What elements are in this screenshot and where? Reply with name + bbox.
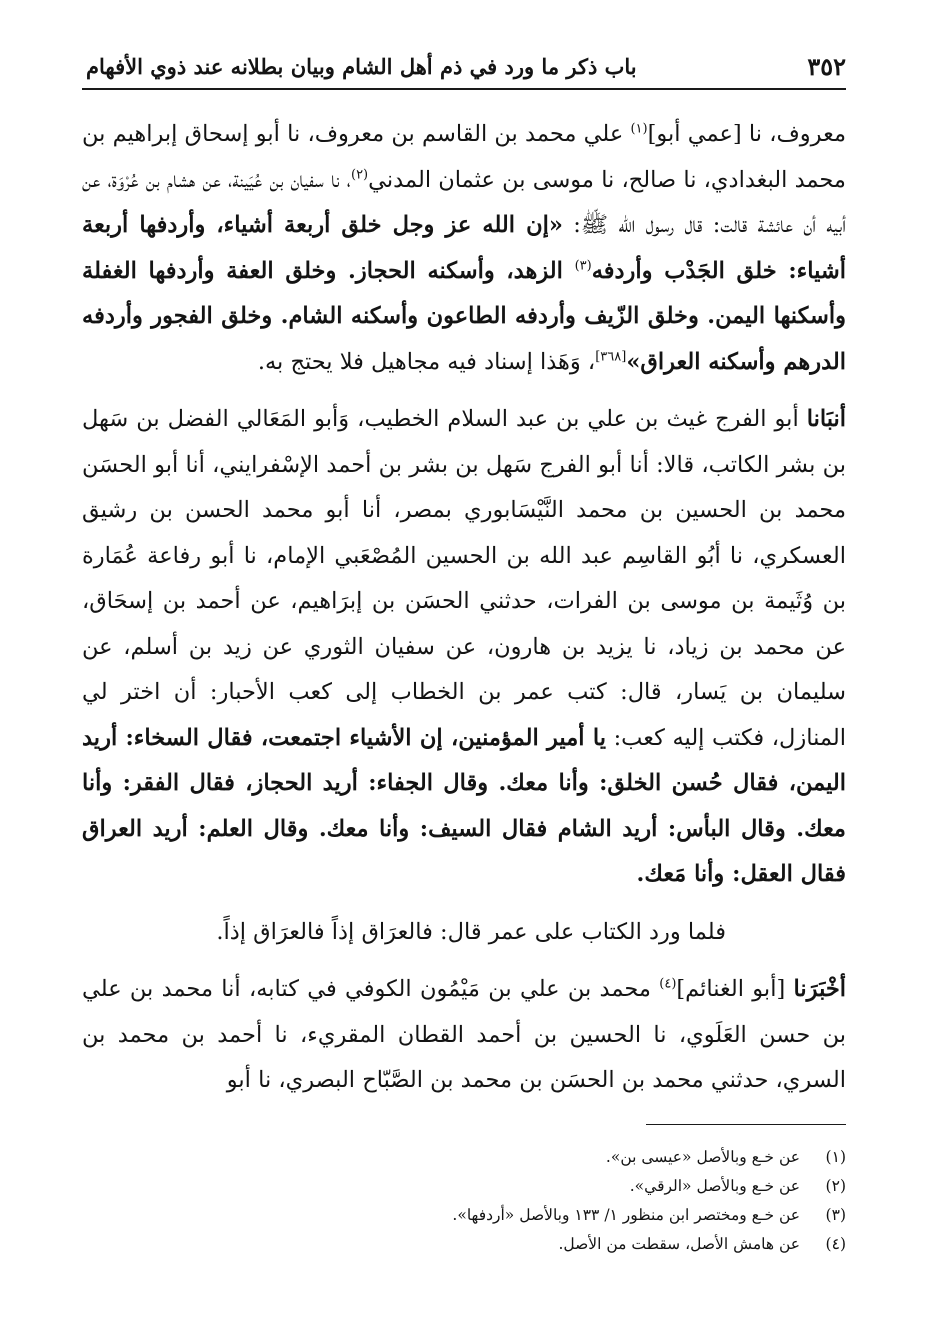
footnote-marker: (٣)	[574, 258, 592, 273]
footnote-divider	[646, 1124, 846, 1125]
footnote	[82, 1143, 846, 1172]
text-run: محمد بن علي بن مَيْمُون الكوفي في كتابه، أنا محمد بن علي بن حسن العَلَوي، نا الحسين بن أحمد القطان المقريء، نا أحمد بن محمد بن السري، حدثني محمد بن الحسَن بن محمد بن الصَّبّاح البصري، نا أبو	[82, 976, 846, 1093]
text-run: أبو الفرج غيث بن علي بن عبد السلام الخطيب، وَأبو المَعَالي الفضل بن سَهل بن بشر الكاتب، قالا: أنا أبو الفرج سَهل بن بشر بن أحمد الإسْفرايني، أنا أبو الحسَن محمد بن الحسين بن محمد النَّيْسَابوري بمصر، أنا أبو محمد الحسن بن رشيق العسكري، نا أبُو القاسِم عبد الله بن الحسين المُصْعَبي الإمام، نا أبو رفاعة عُمَارة بن وُثَيمة بن موسى بن الفرات، حدثني الحسَن بن إبرَاهيم، عن أحمد بن إسحَاق، عن محمد بن زياد، نا يزيد بن هارون، عن سفيان الثوري عن زيد بن أسلم، عن سليمان بن يَسار، قال: كتب عمر بن الخطاب إلى كعب الأحبار: أن اختر لي المنازل، فكتب إليه كعب:	[82, 406, 846, 751]
paragraph	[82, 910, 846, 956]
text-run: أخْبَرَنا	[793, 976, 847, 1002]
footnote-number: (٣)	[825, 1205, 846, 1224]
text-run: علي محمد بن القاسم بن معروف، نا أبو إسحاق إبراهيم بن محمد البغدادي، نا صالح، نا موسى بن عثمان المدني	[82, 121, 846, 193]
footnote-text: عن هامش الأصل، سقطت من الأصل.	[558, 1234, 800, 1253]
paragraph	[82, 967, 846, 1104]
text-run: ، نا سفيان بن عُيَينة، عن هشام بن عُرْوَة، عن أبيه أن عائشة قالت: قال رسول الله ﷺ:	[82, 166, 846, 238]
footnote-marker: (٤)	[659, 976, 677, 992]
footnote	[82, 1201, 846, 1230]
text-run: [أبو الغنائم]	[676, 976, 794, 1002]
footnote	[82, 1230, 846, 1259]
text-run: معروف، نا [عمي أبو]	[647, 121, 846, 147]
footnote-number: (٤)	[825, 1234, 846, 1253]
footnotes	[82, 1143, 846, 1259]
paragraph	[82, 112, 846, 385]
footnote-number: (١)	[825, 1147, 846, 1166]
footnote-text: عن خـع ومختصر ابن منظور ١/ ١٣٣ وبالأصل «أردفها».	[452, 1205, 800, 1224]
page-header	[82, 44, 846, 90]
text-run: «إن الله عز وجل خلق أربعة أشياء، وأردفها أربعة أشياء: خلق الجَدْب وأردفه	[82, 212, 847, 284]
text-run: الزهد، وأسكنه الحجاز. وخلق العفة وأردفها الغفلة وأسكنها اليمن. وخلق الزّيف وأردفه الطاعون وأسكنه الشام. وخلق الفجور وأردفه الدرهم وأسكنه العراق»	[82, 257, 846, 375]
paragraph	[82, 397, 846, 898]
text-run: فلما ورد الكتاب على عمر قال: فالعرَاق إذاً فالعرَاق إذاً.	[216, 918, 726, 945]
document-page	[82, 44, 846, 1314]
footnote-marker: [٣٦٨]	[595, 349, 627, 364]
text-run: أنبَانا	[806, 406, 846, 432]
footnote-marker: (١)	[630, 121, 648, 137]
footnote-text: عن خـع وبالأصل «عيسى بن».	[605, 1147, 800, 1166]
main-text	[82, 112, 846, 1104]
footnote-marker: (٢)	[350, 167, 369, 182]
running-title: باب ذكر ما ورد في ذم أهل الشام وبيان بطلانه عند ذوي الأفهام	[86, 53, 637, 79]
footnote-text: عن خـع وبالأصل «الرقي».	[629, 1176, 800, 1195]
text-run: يا أمير المؤمنين، إن الأشياء اجتمعت، فقال السخاء: أريد اليمن، فقال حُسن الخلق: وأنا معك. وقال الجفاء: أريد الحجاز، فقال الفقر: وأنا معك. وقال البأس: أريد الشام فقال السيف: وأنا معك. وقال العلم: أريد العراق فقال العقل: وأنا مَعك.	[82, 724, 846, 887]
text-run: ، وَهَذا إسناد فيه مجاهيل فلا يحتج به.	[257, 348, 596, 375]
page-number: ٣٥٢	[807, 51, 846, 81]
footnote-number: (٢)	[825, 1176, 846, 1195]
footnote	[82, 1172, 846, 1201]
